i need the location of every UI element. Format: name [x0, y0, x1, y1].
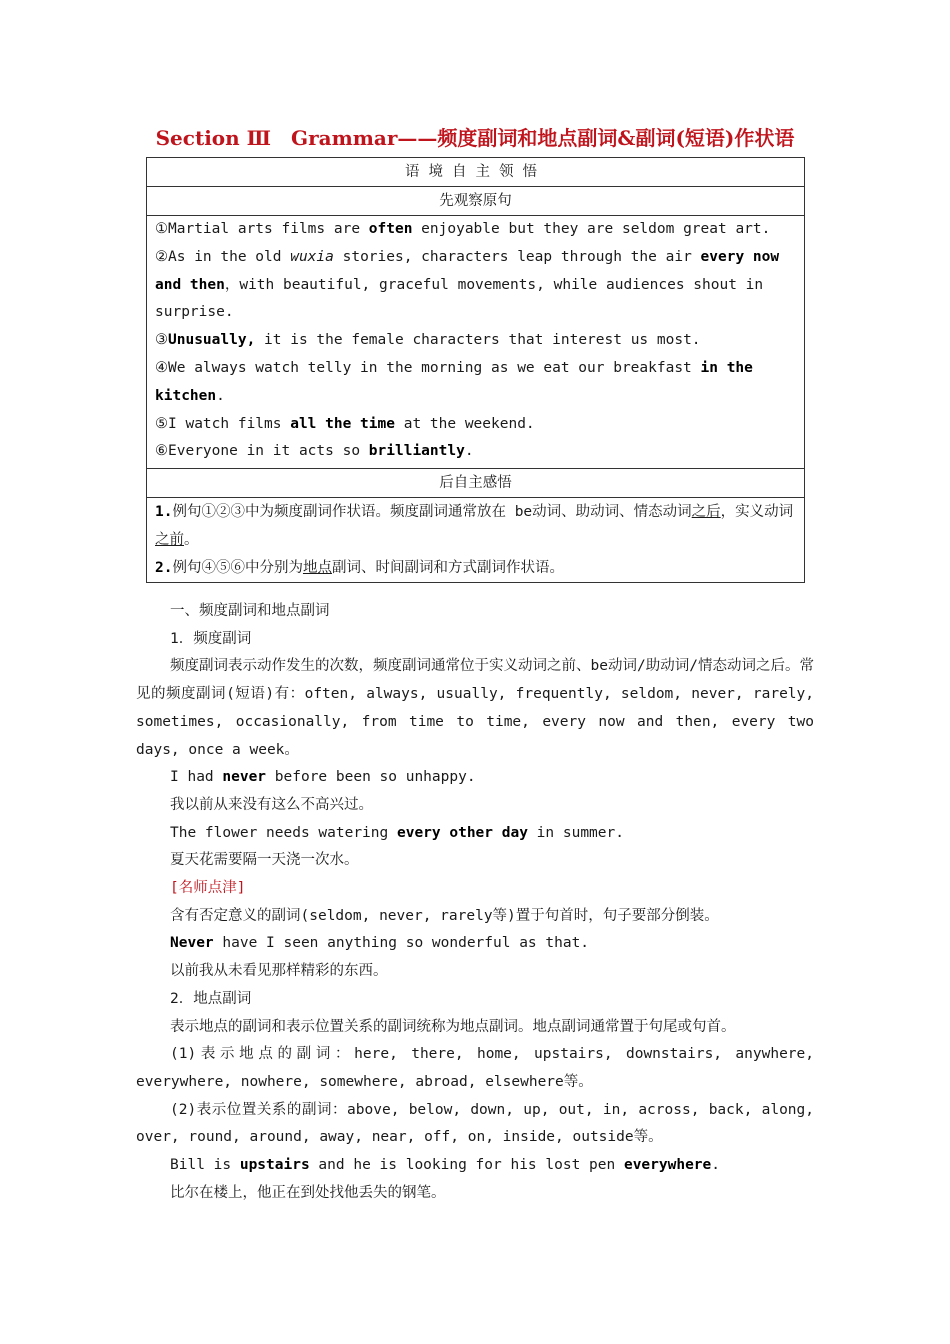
position-adverbs-list: (2)表示位置关系的副词：above, below, down, up, out, in, across, back, along, over, round, around, away, near, off, on, inside, outside等。: [136, 1101, 814, 1146]
sentence-3: ③Unusually, it is the female characters that interest us most.: [155, 332, 701, 349]
example-2-translation: 夏天花需要隔一天浇一次水。: [170, 852, 359, 869]
page-title: Section Ⅲ Grammar——频度副词和地点副词&副词(短语)作状语: [155, 126, 795, 150]
grammar-notes: [136, 598, 814, 1207]
example-3: Never have I seen anything so wonderful as that.: [170, 935, 590, 952]
summary-item-2: 2.例句④⑤⑥中分别为地点副词、时间副词和方式副词作状语。: [155, 560, 564, 577]
context-table: [146, 157, 805, 583]
example-2: The flower needs watering every other day in summer.: [170, 824, 624, 841]
reflect-header: 后自主感悟: [147, 469, 805, 498]
tip-label: [名师点津]: [170, 880, 246, 897]
example-4: Bill is upstairs and he is looking for his lost pen everywhere.: [170, 1157, 721, 1174]
example-sentences: [147, 216, 805, 469]
subheading-place: 2．地点副词: [170, 990, 252, 1007]
place-adverbs-list: (1)表示地点的副词：here, there, home, upstairs, downstairs, anywhere, everywhere, nowhere, somewhere, abroad, elsewhere等。: [136, 1046, 814, 1090]
subheading-frequency: 1．频度副词: [170, 630, 252, 647]
summary-item-1: 1.例句①②③中为频度副词作状语。频度副词通常放在 be动词、助动词、情态动词之后，实义动词之前。: [155, 504, 794, 549]
sentence-5: ⑤I watch films all the time at the weekend.: [155, 415, 535, 432]
example-3-translation: 以前我从未看见那样精彩的东西。: [170, 963, 388, 980]
paragraph-frequency: 频度副词表示动作发生的次数，频度副词通常位于实义动词之前、be动词/助动词/情态动词之后。常见的频度副词(短语)有：often, always, usually, frequently, seldom, never, rarely, sometimes, occasionally, from time to time, every now and then, every two days, once a week。: [136, 658, 814, 758]
sentence-6: ⑥Everyone in it acts so brilliantly.: [155, 443, 474, 460]
sentence-1: ①Martial arts films are often enjoyable but they are seldom great art.: [155, 221, 771, 237]
tip-text: 含有否定意义的副词(seldom, never, rarely等)置于句首时，句子要部分倒装。: [170, 907, 719, 924]
table-header: 语境自主领悟: [147, 158, 805, 187]
section-heading: 一、频度副词和地点副词: [170, 603, 330, 619]
paragraph-place: 表示地点的副词和表示位置关系的副词统称为地点副词。地点副词通常置于句尾或句首。: [170, 1018, 736, 1035]
observe-header: 先观察原句: [147, 187, 805, 216]
summary: [147, 498, 805, 583]
example-1-translation: 我以前从来没有这么不高兴过。: [170, 796, 373, 813]
example-1: I had never before been so unhappy.: [170, 769, 476, 786]
sentence-2: ②As in the old wuxia stories, characters leap through the air every now and then，with beautiful, graceful movements, while audiences shout in surprise.: [155, 248, 780, 321]
example-4-translation: 比尔在楼上，他正在到处找他丢失的钢笔。: [170, 1184, 446, 1201]
sentence-4: ④We always watch telly in the morning as we eat our breakfast in the kitchen.: [155, 359, 753, 404]
